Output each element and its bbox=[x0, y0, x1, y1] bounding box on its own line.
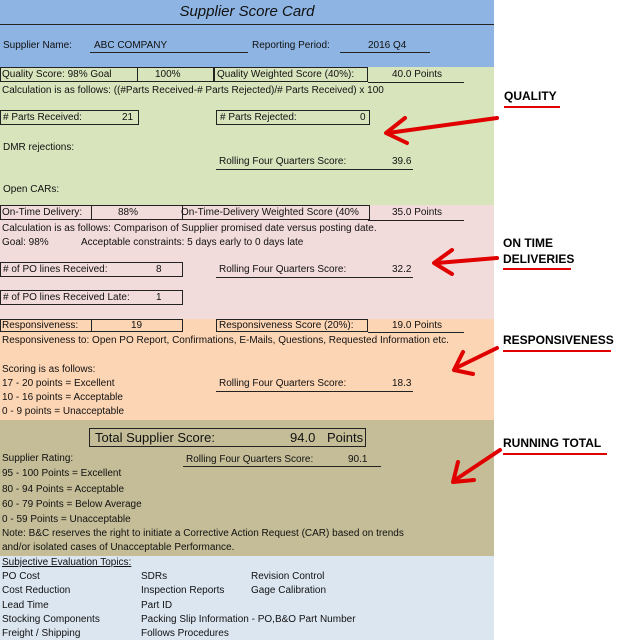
topic-packing-slip: Packing Slip Information - PO,B&O Part Number bbox=[141, 614, 356, 625]
topic-cost-reduction: Cost Reduction bbox=[2, 585, 71, 596]
quality-calculation: Calculation is as follows: ((#Parts Received-# Parts Rejected)/# Parts Received) x 100 bbox=[2, 85, 384, 96]
quality-weighted-underline bbox=[368, 82, 464, 83]
ontime-delivery-value: 88% bbox=[118, 207, 139, 218]
responsiveness-label: Responsiveness: bbox=[2, 320, 79, 331]
quality-score-value: 100% bbox=[155, 69, 181, 80]
responsiveness-description: Responsiveness to: Open PO Report, Confirmations, E-Mails, Questions, Requested Information etc. bbox=[2, 335, 449, 346]
topic-revision-control: Revision Control bbox=[251, 571, 325, 582]
delivery-constraints: Acceptable constraints: 5 days early to 0 days late bbox=[81, 237, 304, 248]
quality-weighted-value: 40.0 Points bbox=[392, 69, 443, 80]
rating-unacceptable: 0 - 59 Points = Unacceptable bbox=[2, 514, 131, 525]
topic-gage-calibration: Gage Calibration bbox=[251, 585, 327, 596]
scoring-acceptable: 10 - 16 points = Acceptable bbox=[2, 392, 123, 403]
reporting-period-underline bbox=[340, 52, 430, 53]
annotation-deliveries-underline bbox=[503, 268, 571, 270]
scoring-excellent: 17 - 20 points = Excellent bbox=[2, 378, 115, 389]
page-title: Supplier Score Card bbox=[179, 3, 315, 20]
supplier-rating-label: Supplier Rating: bbox=[2, 453, 74, 464]
quality-rolling-label: Rolling Four Quarters Score: bbox=[219, 156, 347, 167]
quality-rolling-value: 39.6 bbox=[392, 156, 412, 167]
delivery-rolling-underline bbox=[216, 277, 413, 278]
quality-rolling-underline bbox=[216, 169, 413, 170]
po-late-value: 1 bbox=[156, 292, 162, 303]
po-received-label: # of PO lines Received: bbox=[3, 264, 108, 275]
subjective-title: Subjective Evaluation Topics: bbox=[2, 557, 132, 568]
reporting-period-value: 2016 Q4 bbox=[368, 40, 407, 51]
parts-received-label: # Parts Received: bbox=[3, 112, 82, 123]
total-score-unit: Points bbox=[327, 430, 364, 445]
supplier-name-underline bbox=[90, 52, 248, 53]
ontime-weighted-label: On-Time-Delivery Weighted Score (40% bbox=[181, 207, 359, 218]
total-rolling-value: 90.1 bbox=[348, 454, 368, 465]
parts-received-value: 21 bbox=[122, 112, 134, 123]
annotation-responsiveness: RESPONSIVENESS bbox=[503, 333, 614, 347]
total-score-value: 94.0 bbox=[290, 430, 316, 445]
responsiveness-rolling-underline bbox=[216, 391, 413, 392]
dmr-rejections-label: DMR rejections: bbox=[3, 142, 75, 153]
rating-acceptable: 80 - 94 Points = Acceptable bbox=[2, 484, 125, 495]
topic-inspection-reports: Inspection Reports bbox=[141, 585, 225, 596]
note-line-1: Note: B&C reserves the right to initiate a Corrective Action Request (CAR) based on trends bbox=[2, 528, 404, 539]
responsiveness-score-underline bbox=[368, 332, 464, 333]
reporting-period-label: Reporting Period: bbox=[252, 40, 330, 51]
scoring-title: Scoring is as follows: bbox=[2, 364, 96, 375]
quality-weighted-label: Quality Weighted Score (40%): bbox=[217, 69, 355, 80]
total-rolling-label: Rolling Four Quarters Score: bbox=[186, 454, 314, 465]
responsiveness-score-value: 19.0 Points bbox=[392, 320, 443, 331]
supplier-name-value: ABC COMPANY bbox=[94, 40, 168, 51]
delivery-calculation: Calculation is as follows: Comparison of Supplier promised date versus posting date. bbox=[2, 223, 377, 234]
open-cars-label: Open CARs: bbox=[3, 184, 60, 195]
ontime-weighted-underline bbox=[368, 220, 464, 221]
annotation-quality-underline bbox=[504, 106, 560, 108]
total-score-label: Total Supplier Score: bbox=[95, 430, 215, 445]
po-late-label: # of PO lines Received Late: bbox=[3, 292, 130, 303]
rating-excellent: 95 - 100 Points = Excellent bbox=[2, 468, 122, 479]
responsiveness-score-label: Responsiveness Score (20%): bbox=[219, 320, 354, 331]
ontime-weighted-value: 35.0 Points bbox=[392, 207, 443, 218]
delivery-goal: Goal: 98% bbox=[2, 237, 49, 248]
topic-stocking-components: Stocking Components bbox=[2, 614, 100, 625]
annotation-running-total-underline bbox=[503, 453, 607, 455]
annotation-quality: QUALITY bbox=[504, 89, 557, 103]
topic-follows-procedures: Follows Procedures bbox=[141, 628, 229, 639]
ontime-delivery-label: On-Time Delivery: bbox=[2, 207, 83, 218]
annotation-deliveries: DELIVERIES bbox=[503, 252, 575, 266]
supplier-name-label: Supplier Name: bbox=[3, 40, 72, 51]
scoring-unacceptable: 0 - 9 points = Unacceptable bbox=[2, 406, 125, 417]
topic-po-cost: PO Cost bbox=[2, 571, 40, 582]
topic-sdrs: SDRs bbox=[141, 571, 168, 582]
parts-rejected-label: # Parts Rejected: bbox=[220, 112, 297, 123]
topic-part-id: Part ID bbox=[141, 600, 173, 611]
annotation-responsiveness-underline bbox=[503, 350, 611, 352]
parts-rejected-value: 0 bbox=[360, 112, 366, 123]
po-received-value: 8 bbox=[156, 264, 162, 275]
rating-below-average: 60 - 79 Points = Below Average bbox=[2, 499, 142, 510]
delivery-rolling-value: 32.2 bbox=[392, 264, 412, 275]
responsiveness-value: 19 bbox=[131, 320, 143, 331]
delivery-rolling-label: Rolling Four Quarters Score: bbox=[219, 264, 347, 275]
note-line-2: and/or isolated cases of Unacceptable Performance. bbox=[2, 542, 235, 553]
quality-score-label: Quality Score: 98% Goal bbox=[2, 69, 112, 80]
annotation-on-time: ON TIME bbox=[503, 236, 553, 250]
total-rolling-underline bbox=[183, 466, 381, 467]
responsiveness-rolling-value: 18.3 bbox=[392, 378, 412, 389]
annotation-running-total: RUNNING TOTAL bbox=[503, 436, 602, 450]
responsiveness-rolling-label: Rolling Four Quarters Score: bbox=[219, 378, 347, 389]
title-rule bbox=[0, 24, 494, 25]
topic-lead-time: Lead Time bbox=[2, 600, 49, 611]
topic-freight-shipping: Freight / Shipping bbox=[2, 628, 81, 639]
